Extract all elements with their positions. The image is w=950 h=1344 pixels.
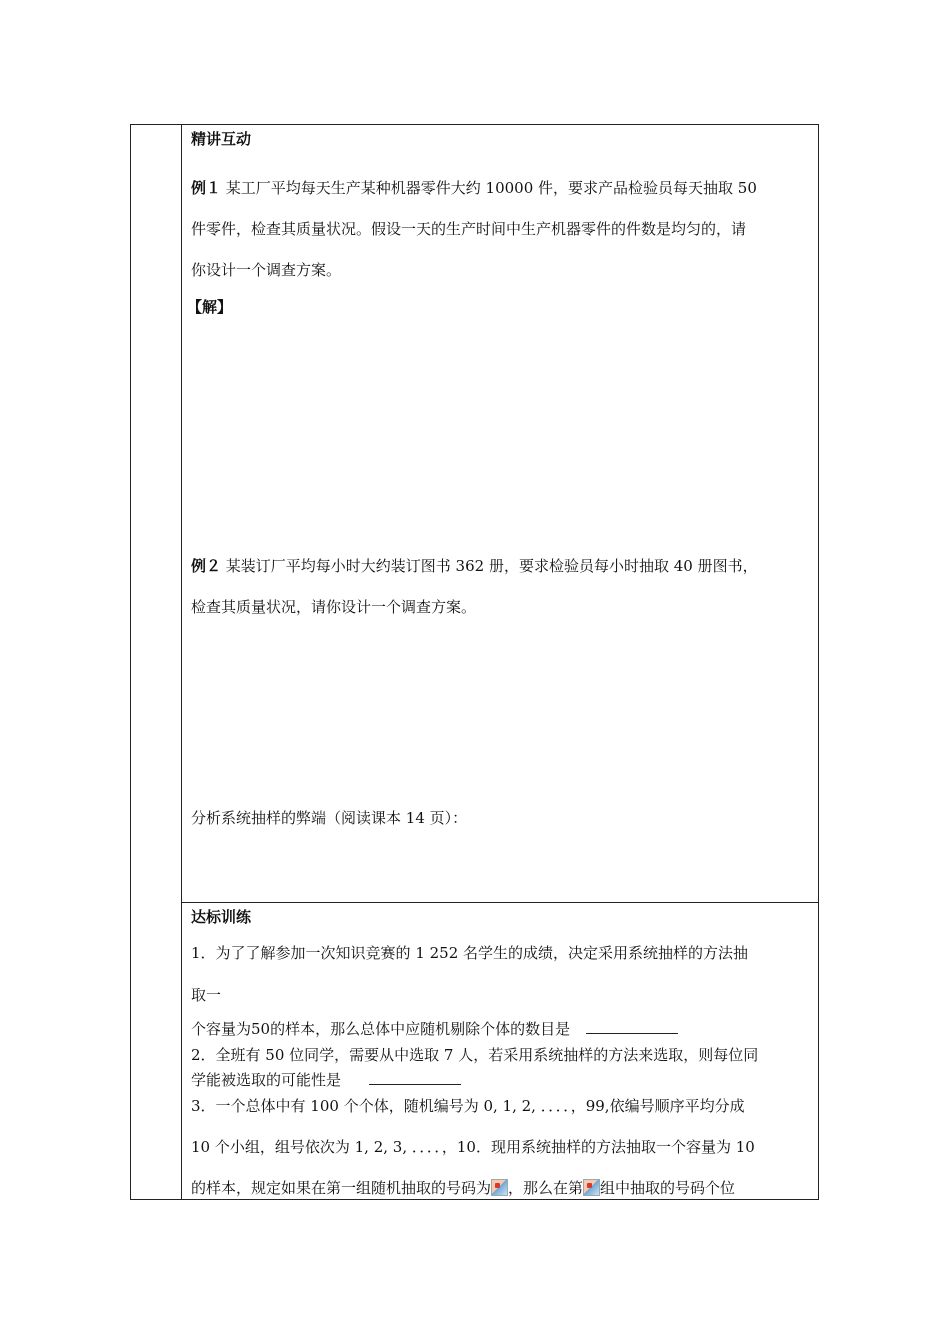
formula-image-icon [583, 1179, 600, 1196]
q1-answer-blank[interactable] [586, 1019, 678, 1034]
section-heading-practice: 达标训练 [191, 908, 252, 926]
q2-text2: 学能被选取的可能性是 [191, 1071, 342, 1089]
example1-line1 [191, 178, 757, 198]
q3-line1: 3．一个总体中有 100 个个体，随机编号为 0, 1, 2, ．．．．，99,依编号顺序平均分成 [191, 1097, 745, 1115]
section-heading-interactive: 精讲互动 [191, 130, 252, 148]
example1-text1: 某工厂平均每天生产某种机器零件大约 10000 件，要求产品检验员每天抽取 50 [221, 179, 757, 197]
example2-line1 [191, 556, 758, 576]
example2-label: 例２ [191, 557, 222, 575]
q2-line2 [191, 1070, 461, 1090]
q3-text3a: 的样本，规定如果在第一组随机抽取的号码为 [191, 1179, 492, 1197]
q2-line1: 2．全班有 50 位同学，需要从中选取 7 人，若采用系统抽样的方法来选取，则每位同 [191, 1046, 759, 1064]
solution-label: 【解】 [187, 298, 233, 316]
q1-line2: 取一 [191, 986, 222, 1004]
example2-text1: 某装订厂平均每小时大约装订图书 362 册，要求检验员每小时抽取 40 册图书， [221, 557, 758, 575]
formula-image-icon [491, 1179, 508, 1196]
q3-text3b: ，那么在第 [508, 1179, 584, 1197]
q1-line3 [191, 1019, 678, 1039]
q1-line1: 1．为了了解参加一次知识竞赛的 1 252 名学生的成绩，决定采用系统抽样的方法抽 [191, 944, 749, 962]
q3-line3 [191, 1178, 735, 1198]
row-divider [181, 902, 819, 903]
q3-text3c: 组中抽取的号码个位 [600, 1179, 736, 1197]
q3-line2: 10 个小组，组号依次为 1, 2, 3, ．．．．，10．现用系统抽样的方法抽取一个容量为 10 [191, 1138, 755, 1156]
example2-line2: 检查其质量状况，请你设计一个调查方案。 [191, 598, 477, 616]
analysis-line: 分析系统抽样的弊端（阅读课本 14 页）： [191, 809, 468, 827]
example1-line2: 件零件，检查其质量状况。假设一天的生产时间中生产机器零件的件数是均匀的，请 [191, 220, 747, 238]
example1-line3: 你设计一个调查方案。 [191, 261, 342, 279]
q2-answer-blank[interactable] [369, 1070, 461, 1085]
column-divider [181, 124, 182, 1200]
q1-text3: 个容量为50的样本，那么总体中应随机剔除个体的数目是 [191, 1020, 571, 1038]
example1-label: 例１ [191, 179, 222, 197]
